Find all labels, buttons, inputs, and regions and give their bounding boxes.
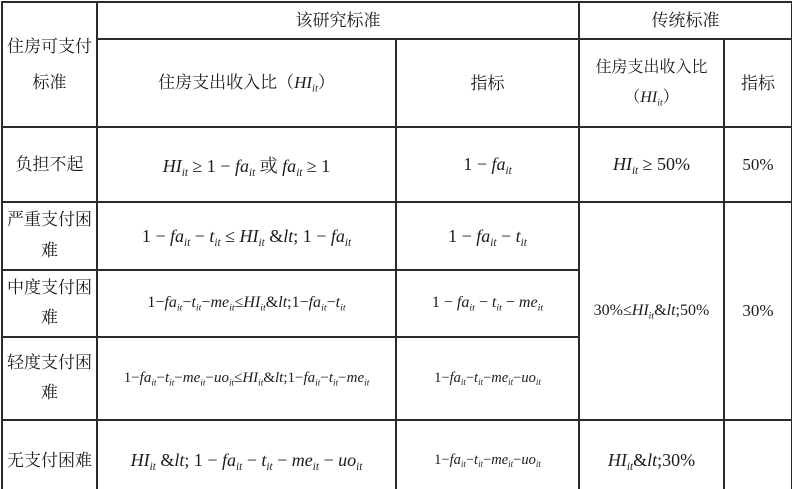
formula-cell-trad-ratio: $HI_{it} \ge 50\%$	[579, 127, 724, 202]
formula-cell-study-ratio: $1-fa_{it}-t_{it}-me_{it}\le HI_{it}\&lt;1-fa_{it}-t_{it}$	[97, 270, 396, 337]
value-cell-trad-indicator: 50%	[724, 127, 792, 202]
row-label-no-difficulty: 无支付困难	[2, 420, 97, 489]
corner-header-affordability-standard: 住房可支付标准	[2, 2, 97, 127]
merged-cell-trad-ratio-range: $30\%\le HI_{it}\&lt;50\%$	[579, 202, 724, 419]
group-header-traditional-standard: 传统标准	[579, 2, 792, 39]
affordability-standards-table	[1, 1, 792, 489]
formula-cell-study-ratio: $1 - fa_{it} - t_{it} \le HI_{it}$ &lt; $1 - fa_{it}$	[97, 202, 396, 269]
formula-cell-study-indicator: $1 - fa_{it} - t_{it}$	[396, 202, 579, 269]
col-header-traditional-indicator: 指标	[724, 39, 792, 127]
group-header-study-standard: 该研究标准	[97, 2, 579, 39]
formula-cell-trad-ratio: $HI_{it}\&lt;30\%$	[579, 420, 724, 489]
table-row-no-difficulty	[2, 420, 792, 489]
formula-cell-study-ratio: $HI_{it} \ge 1 - fa_{it}$ 或 $fa_{it} \ge 1$	[97, 127, 396, 202]
row-label-severe-difficulty: 严重支付困难	[2, 202, 97, 269]
formula-cell-study-indicator: $1 - fa_{it}$	[396, 127, 579, 202]
value-cell-trad-indicator-empty	[724, 420, 792, 489]
formula-cell-study-ratio: $1-fa_{it}-t_{it}-me_{it}-uo_{it}\le HI_{it}\&lt;1-fa_{it}-t_{it}-me_{it}$	[97, 337, 396, 420]
row-label-cannot-afford: 负担不起	[2, 127, 97, 202]
table-row-severe-difficulty	[2, 202, 792, 269]
formula-cell-study-ratio: $HI_{it}$ &lt; $1 - fa_{it} - t_{it} - me_{it} - uo_{it}$	[97, 420, 396, 489]
table-row-cannot-afford	[2, 127, 792, 202]
col-header-traditional-expense-income-ratio: 住房支出收入比$(HI_{it})$	[579, 39, 724, 127]
formula-cell-study-indicator: $1-fa_{it}-t_{it}-me_{it}-uo_{it}$	[396, 337, 579, 420]
merged-cell-trad-indicator-30pct: 30%	[724, 202, 792, 419]
formula-cell-study-indicator: $1-fa_{it}-t_{it}-me_{it}-uo_{it}$	[396, 420, 579, 489]
row-label-moderate-difficulty: 中度支付困难	[2, 270, 97, 337]
col-header-study-expense-income-ratio: 住房支出收入比$(HI_{it})$	[97, 39, 396, 127]
row-label-mild-difficulty: 轻度支付困难	[2, 337, 97, 420]
formula-cell-study-indicator: $1 - fa_{it} - t_{it} - me_{it}$	[396, 270, 579, 337]
col-header-study-indicator: 指标	[396, 39, 579, 127]
